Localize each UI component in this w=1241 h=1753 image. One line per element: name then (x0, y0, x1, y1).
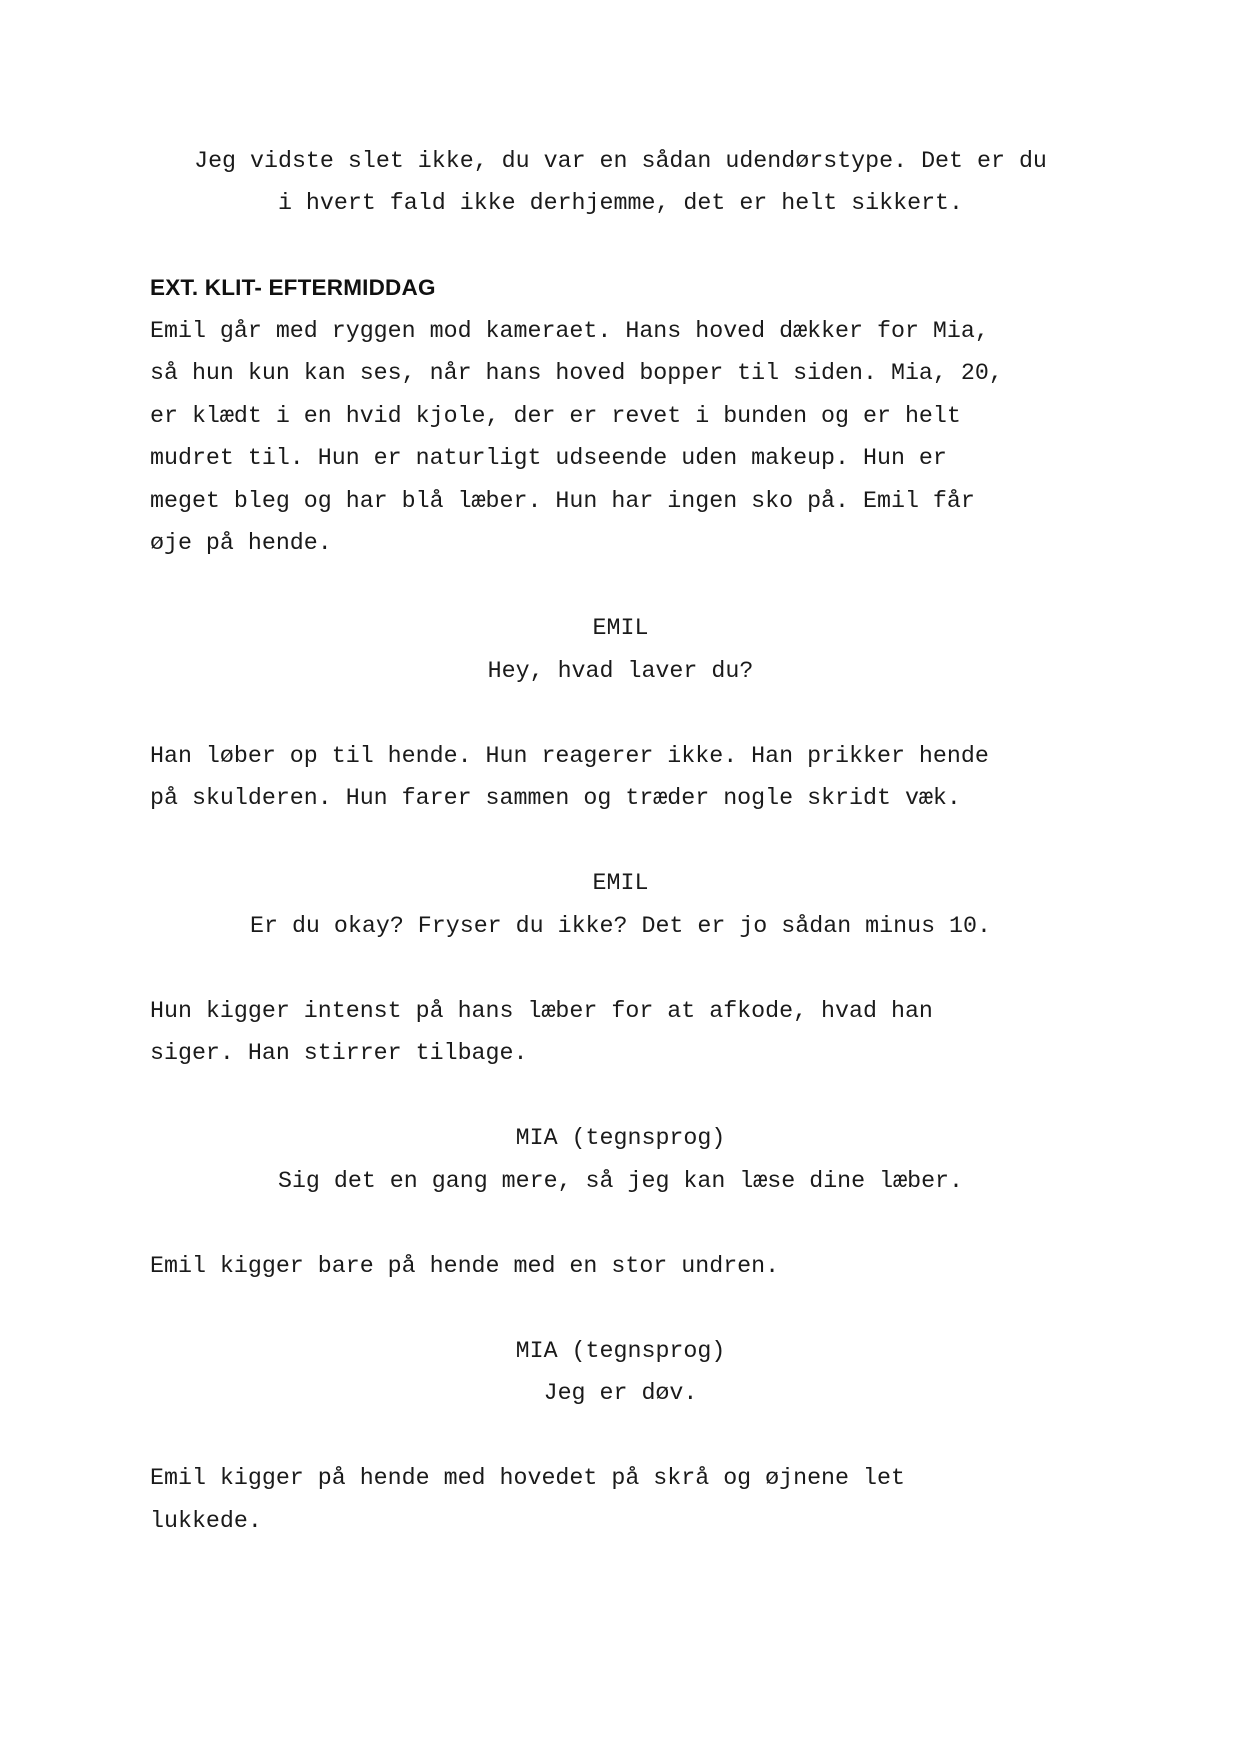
dialogue-line: Sig det en gang mere, så jeg kan læse dine læber. (277, 1168, 964, 1194)
action-line: siger. Han stirrer tilbage. (150, 1040, 528, 1066)
action-line: på skulderen. Hun farer sammen og træder nogle skridt væk. (150, 785, 961, 811)
character-name: EMIL (592, 615, 649, 641)
character-name: MIA (tegnsprog) (515, 1338, 726, 1364)
scene-heading: EXT. KLIT- EFTERMIDDAG (150, 275, 436, 300)
dialogue-line: Hey, hvad laver du? (487, 658, 754, 684)
dialogue-line: Er du okay? Fryser du ikke? Det er jo sådan minus 10. (250, 913, 991, 939)
action-line: Han løber op til hende. Hun reagerer ikke. Han prikker hende (150, 743, 989, 769)
dialogue-line: Jeg er døv. (543, 1380, 698, 1406)
dialogue-continued-line: i hvert fald ikke derhjemme, det er helt sikkert. (277, 190, 964, 216)
action-line: Hun kigger intenst på hans læber for at afkode, hvad han (150, 998, 933, 1024)
action-line: lukkede. (150, 1508, 262, 1534)
action-line: Emil går med ryggen mod kameraet. Hans hoved dækker for Mia, (150, 318, 989, 344)
action-line: mudret til. Hun er naturligt udseende uden makeup. Hun er (150, 445, 947, 471)
action-line: meget bleg og har blå læber. Hun har ingen sko på. Emil får (150, 488, 975, 514)
character-name: MIA (tegnsprog) (515, 1125, 726, 1151)
action-line: Emil kigger bare på hende med en stor undren. (150, 1253, 780, 1279)
action-line: øje på hende. (150, 530, 332, 556)
character-name: EMIL (592, 870, 649, 896)
dialogue-continued-line: Jeg vidste slet ikke, du var en sådan udendørstype. Det er du (194, 148, 1047, 174)
action-line: Emil kigger på hende med hovedet på skrå og øjnene let (150, 1465, 905, 1491)
action-line: er klædt i en hvid kjole, der er revet i bunden og er helt (150, 403, 961, 429)
action-line: så hun kun kan ses, når hans hoved bopper til siden. Mia, 20, (150, 360, 1003, 386)
